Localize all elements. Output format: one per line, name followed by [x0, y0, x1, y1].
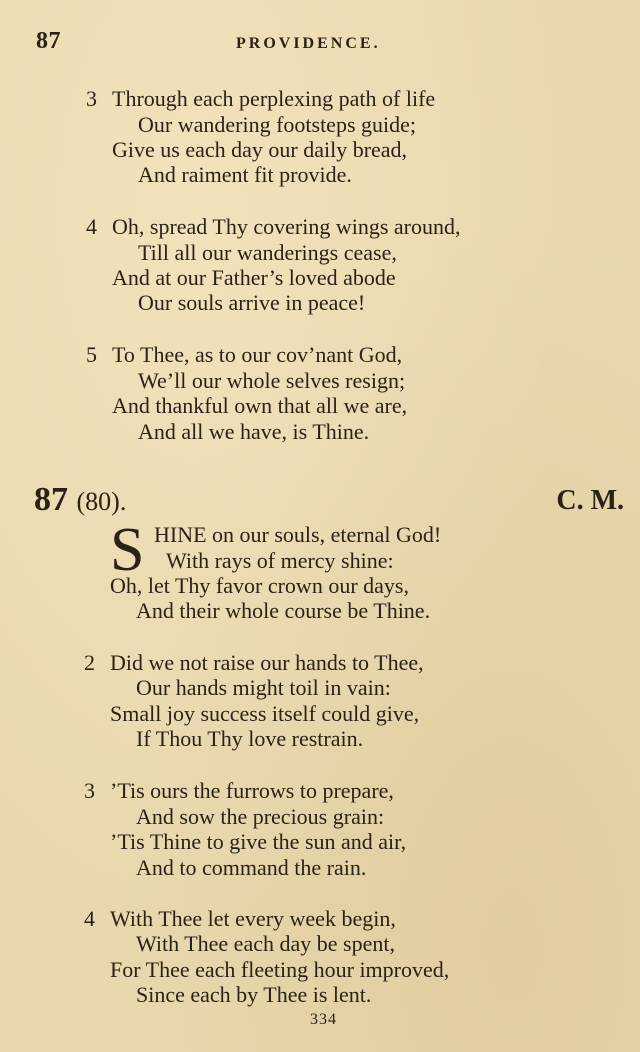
verse-line: HINE on our souls, eternal God! [154, 522, 442, 547]
page-number: 334 [310, 1011, 337, 1028]
header-title: PROVIDENCE. [236, 35, 381, 52]
verse-line: And raiment fit provide. [138, 162, 352, 187]
stanza-number: 3 [84, 778, 95, 803]
verse-line: And to command the rain. [136, 855, 367, 880]
verse-line: To Thee, as to our cov’nant God, [112, 342, 403, 367]
verse-line: And all we have, is Thine. [138, 419, 370, 444]
verse-line: Oh, let Thy favor crown our days, [110, 573, 409, 598]
verse-line: If Thou Thy love restrain. [136, 726, 364, 751]
verse-line: And thankful own that all we are, [112, 393, 408, 418]
verse-line: And at our Father’s loved abode [112, 265, 396, 290]
verse-line: And sow the precious grain: [136, 804, 385, 829]
header-hymn-number: 87 [36, 28, 61, 54]
verse-line: With Thee let every week begin, [110, 906, 396, 931]
stanza-number: 4 [86, 214, 97, 239]
verse-line: Since each by Thee is lent. [136, 982, 372, 1007]
verse-line: Our souls arrive in peace! [138, 290, 366, 315]
verse-line: Through each perplexing path of life [112, 86, 436, 111]
hymn-number: 87 [34, 481, 68, 518]
stanza-number: 5 [86, 342, 97, 367]
stanza-number: 3 [86, 86, 97, 111]
verse-line: Our hands might toil in vain: [136, 675, 391, 700]
stanza-number: 4 [84, 906, 95, 931]
verse-line: Give us each day our daily bread, [112, 137, 408, 162]
verse-line: And their whole course be Thine. [136, 598, 431, 623]
stanza-number: 2 [84, 650, 95, 675]
verse-line: Did we not raise our hands to Thee, [110, 650, 424, 675]
verse-line: With Thee each day be spent, [136, 931, 395, 956]
verse-line: ’Tis ours the furrows to prepare, [110, 778, 394, 803]
verse-line: Our wandering footsteps guide; [138, 112, 416, 137]
verse-line: Oh, spread Thy covering wings around, [112, 214, 461, 239]
hymn-alt-number: (80). [76, 487, 127, 516]
verse-line: Small joy success itself could give, [110, 701, 420, 726]
verse-line: With rays of mercy shine: [166, 548, 394, 573]
verse-line: We’ll our whole selves resign; [138, 368, 406, 393]
verse-line: Till all our wanderings cease, [138, 240, 397, 265]
hymn-meter: C. M. [556, 485, 624, 516]
verse-line: For Thee each fleeting hour improved, [110, 957, 450, 982]
drop-cap: S [110, 516, 145, 584]
verse-line: ’Tis Thine to give the sun and air, [110, 829, 407, 854]
